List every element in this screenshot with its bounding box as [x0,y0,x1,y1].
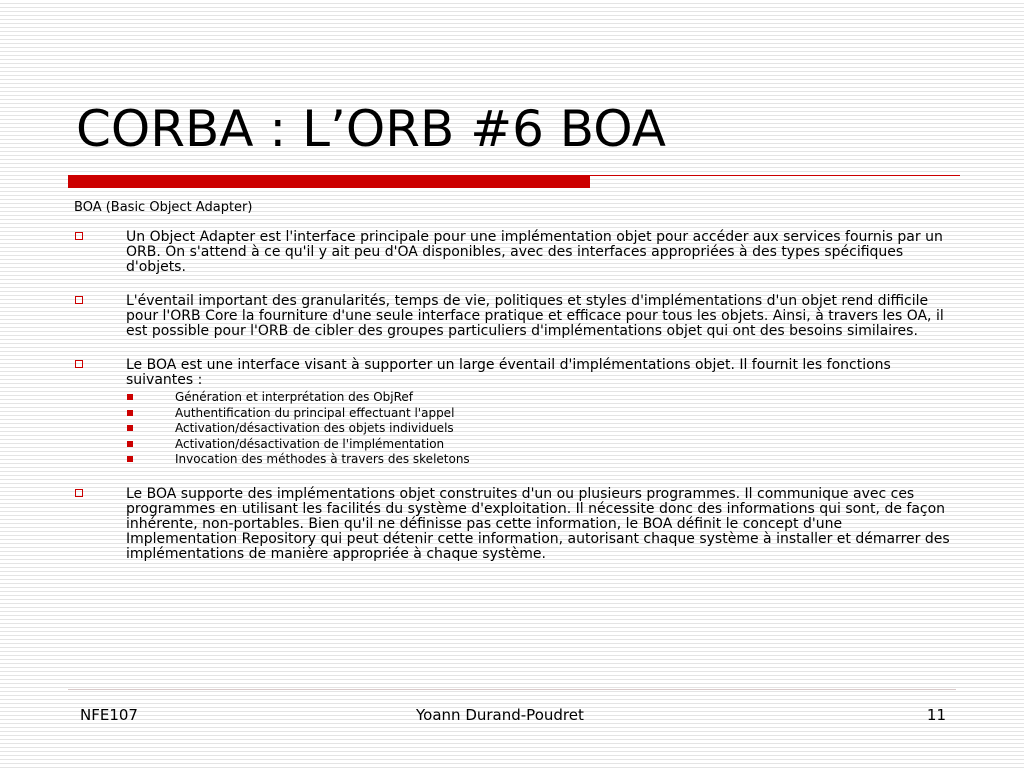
filled-square-bullet-icon [127,394,133,400]
bullet-item [74,358,954,468]
bullet-item [74,230,954,275]
bullet-text: Un Object Adapter est l'interface principale pour une implémentation objet pour accéder aux services fournis par un ORB. On s'attend à ce qu'il y ait peu d'OA disponibles, avec des interfaces appropriées à des types spécifiques d'objets. [126,229,943,275]
sub-bullet-text: Activation/désactivation des objets individuels [175,421,454,435]
hollow-square-bullet-icon [75,360,83,368]
bullet-text: Le BOA est une interface visant à supporter un large éventail d'implémentations objet. Il fournit les fonctions suivantes : [126,357,891,388]
slide-title: CORBA : L’ORB #6 BOA [76,100,666,158]
bullet-text: Le BOA supporte des implémentations objet construites d'un ou plusieurs programmes. Il communique avec ces programmes en utilisant les facilités du système d'exploitation. Il nécessite donc des informations qui sont, de façon inhérente, non-portables. Bien qu'il ne définisse pas cette information, le BOA définit le concept d'une Implementation Repository qui peut détenir cette information, autorisant chaque système à installer et démarrer des implémentations de manière appropriée à chaque système. [126,485,950,562]
sub-bullet-item [126,406,954,422]
sub-bullet-text: Génération et interprétation des ObjRef [175,390,414,404]
filled-square-bullet-icon [127,441,133,447]
filled-square-bullet-icon [127,410,133,416]
sub-bullet-item [126,421,954,437]
sub-bullet-item [126,390,954,406]
hollow-square-bullet-icon [75,232,83,240]
footer-course-code: NFE107 [80,706,138,724]
sub-bullet-text: Activation/désactivation de l'implémentation [175,436,445,451]
sub-bullet-list [126,390,954,468]
bullet-item [74,487,954,562]
sub-bullet-text: Invocation des méthodes à travers des skeletons [175,452,470,466]
filled-square-bullet-icon [127,456,133,462]
slide-subtitle: BOA (Basic Object Adapter) [74,200,253,215]
bullet-list [74,230,954,562]
footer-author: Yoann Durand-Poudret [416,706,584,724]
title-underline-rule [590,175,960,176]
slide-content [74,200,954,581]
footer-divider [68,689,956,690]
bullet-item [74,294,954,339]
filled-square-bullet-icon [127,425,133,431]
hollow-square-bullet-icon [75,489,83,497]
sub-bullet-text: Authentification du principal effectuant l'appel [175,405,455,420]
title-underline-bar [68,175,590,188]
footer-slide-number: 11 [926,706,946,724]
sub-bullet-item [126,452,954,468]
hollow-square-bullet-icon [75,296,83,304]
bullet-text: L'éventail important des granularités, temps de vie, politiques et styles d'implémentations d'un objet rend difficile pour l'ORB Core la fourniture d'une seule interface pratique et efficace pour tous les objets. Ainsi, à travers les OA, il est possible pour l'ORB de cibler des groupes particuliers d'implémentations objet qui ont des besoins similaires. [126,293,944,339]
sub-bullet-item [126,437,954,453]
